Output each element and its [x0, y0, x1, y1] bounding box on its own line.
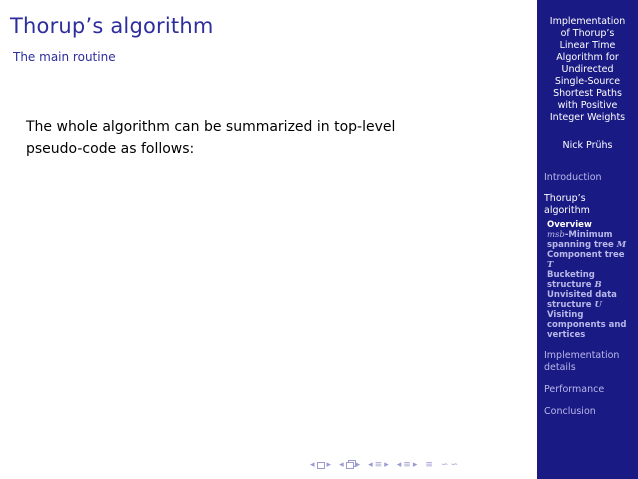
- title-line: of Thorup’s: [560, 28, 615, 39]
- presentation-title: [540, 16, 635, 124]
- nav-section-group: [368, 460, 389, 470]
- toc-section-label: details: [544, 362, 576, 373]
- author-name: Nick Prühs: [562, 140, 613, 151]
- nav-right-arrow-icon[interactable]: ▸: [326, 460, 332, 470]
- title-line: Linear Time: [559, 40, 616, 51]
- nav-right-arrow-icon[interactable]: ▸: [355, 460, 361, 470]
- frame-title: Thorup’s algorithm: [10, 14, 214, 38]
- body-line-1: The whole algorithm can be summarized in top-level: [26, 119, 396, 135]
- navigation-bar: [310, 458, 464, 472]
- body-text: [26, 116, 496, 160]
- title-line: Algorithm for: [556, 52, 619, 63]
- nav-right-arrow-icon[interactable]: ▸: [384, 460, 389, 470]
- nav-appendix-group: [425, 460, 433, 470]
- appendix-icon[interactable]: ≡: [425, 460, 433, 470]
- toc-subsection-msb-minimum-spanning-tree[interactable]: [544, 230, 636, 250]
- nav-search-group: [441, 460, 458, 470]
- toc-subsection-label: msb-Minimum: [547, 230, 613, 240]
- toc-section-introduction[interactable]: Introduction: [544, 172, 602, 183]
- title-line: Implementation: [549, 16, 626, 27]
- math-symbol: U: [594, 300, 602, 310]
- toc-section-label: algorithm: [544, 205, 590, 216]
- nav-left-arrow-icon[interactable]: ◂: [339, 460, 344, 470]
- sidebar: [537, 0, 638, 479]
- math-symbol: T: [547, 260, 554, 270]
- toc-subsection-label: Component tree: [547, 250, 625, 260]
- nav-left-arrow-icon[interactable]: ◂: [368, 460, 373, 470]
- nav-document-group: [397, 460, 418, 470]
- title-line: with Positive: [557, 100, 618, 111]
- loop-forward-icon[interactable]: ∽: [450, 460, 458, 470]
- toc-subsection-label: vertices: [547, 330, 586, 340]
- nav-right-arrow-icon[interactable]: ▸: [412, 460, 418, 470]
- toc-section-label: Thorup’s: [544, 193, 586, 204]
- toc-subsection-label: Bucketing: [547, 270, 595, 280]
- nav-left-arrow-icon[interactable]: ◂: [310, 460, 315, 470]
- toc-section-implementation-details[interactable]: [544, 350, 636, 374]
- math-symbol: B: [594, 280, 602, 290]
- nav-subsection-group: [339, 460, 360, 470]
- nav-left-arrow-icon[interactable]: ◂: [396, 460, 402, 470]
- toc-subsection-overview[interactable]: Overview: [547, 220, 592, 230]
- table-of-contents: [544, 172, 636, 418]
- frame-icon[interactable]: [317, 462, 325, 469]
- toc-section-label: Implementation: [544, 350, 620, 361]
- toc-subsection-label: Visiting: [547, 310, 584, 320]
- section-icon[interactable]: ≡: [374, 460, 383, 470]
- nav-frame-group: [310, 460, 331, 470]
- toc-section-thorups-algorithm[interactable]: [544, 193, 636, 217]
- toc-subsection-label: structure B: [547, 280, 602, 290]
- title-line: Integer Weights: [549, 112, 626, 123]
- toc-section-conclusion[interactable]: Conclusion: [544, 406, 596, 417]
- document-icon[interactable]: ≡: [403, 460, 411, 470]
- toc-subsection-label: components and: [547, 320, 627, 330]
- title-line: Single-Source: [554, 76, 621, 87]
- body-line-2: pseudo-code as follows:: [26, 141, 195, 157]
- loop-back-icon[interactable]: ∽: [440, 460, 449, 470]
- toc-subsection-label: Unvisited data: [547, 290, 617, 300]
- toc-section-performance[interactable]: Performance: [544, 384, 605, 395]
- title-line: Undirected: [561, 64, 614, 75]
- subsection-icon[interactable]: [346, 462, 354, 469]
- title-line: Shortest Paths: [553, 88, 622, 99]
- toc-subsection-label: spanning tree M: [547, 240, 627, 250]
- frame-subtitle: The main routine: [13, 50, 116, 64]
- toc-subsection-label: [547, 260, 636, 270]
- toc-subsection-label: structure U: [547, 300, 602, 310]
- math-symbol: M: [616, 240, 627, 250]
- toc-subsection-bucketing-structure[interactable]: [544, 270, 636, 290]
- toc-subsection-unvisited-data-structure[interactable]: [544, 290, 636, 310]
- toc-subsection-component-tree[interactable]: [544, 250, 636, 270]
- toc-subsection-visiting-components[interactable]: [544, 310, 636, 340]
